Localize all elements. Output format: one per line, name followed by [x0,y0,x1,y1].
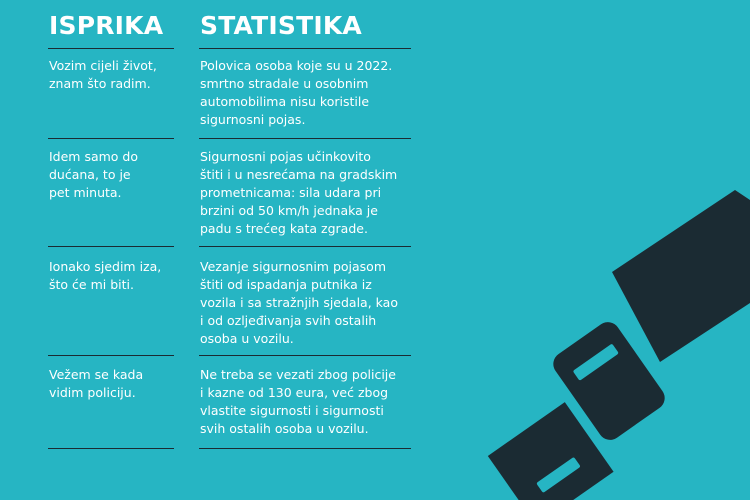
header-statistic: STATISTIKA [200,11,362,40]
row-1-statistic: Polovica osoba koje su u 2022. smrtno stradale u osobnim automobilima nisu koristile sigurnosni pojas. [200,58,393,127]
row-2-statistic: Sigurnosni pojas učinkovito štiti i u nesrećama na gradskim prometnicama: sila udara pri brzini od 50 km/h jednaka je padu s trećeg kata zgrade. [200,149,398,236]
row-4-excuse: Vežem se kada vidim policiju. [49,367,144,400]
seatbelt-strap [612,190,750,362]
row-2-excuse: Idem samo do dućana, to je pet minuta. [49,149,139,200]
header-excuse: ISPRIKA [49,11,164,40]
row-3-excuse: Ionako sjedim iza, što će mi biti. [49,259,162,292]
row-4-statistic: Ne treba se vezati zbog policije i kazne od 130 eura, već zbog vlastite sigurnosti i sigurnosti svih ostalih osoba u vozilu. [200,367,396,436]
row-3-statistic: Vezanje sigurnosnim pojasom štiti od ispadanja putnika iz vozila i sa stražnjih sjedala, kao i od ozljeđivanja svih ostalih osoba u vozilu. [200,259,398,346]
row-1-excuse: Vozim cijeli život, znam što radim. [49,58,157,91]
